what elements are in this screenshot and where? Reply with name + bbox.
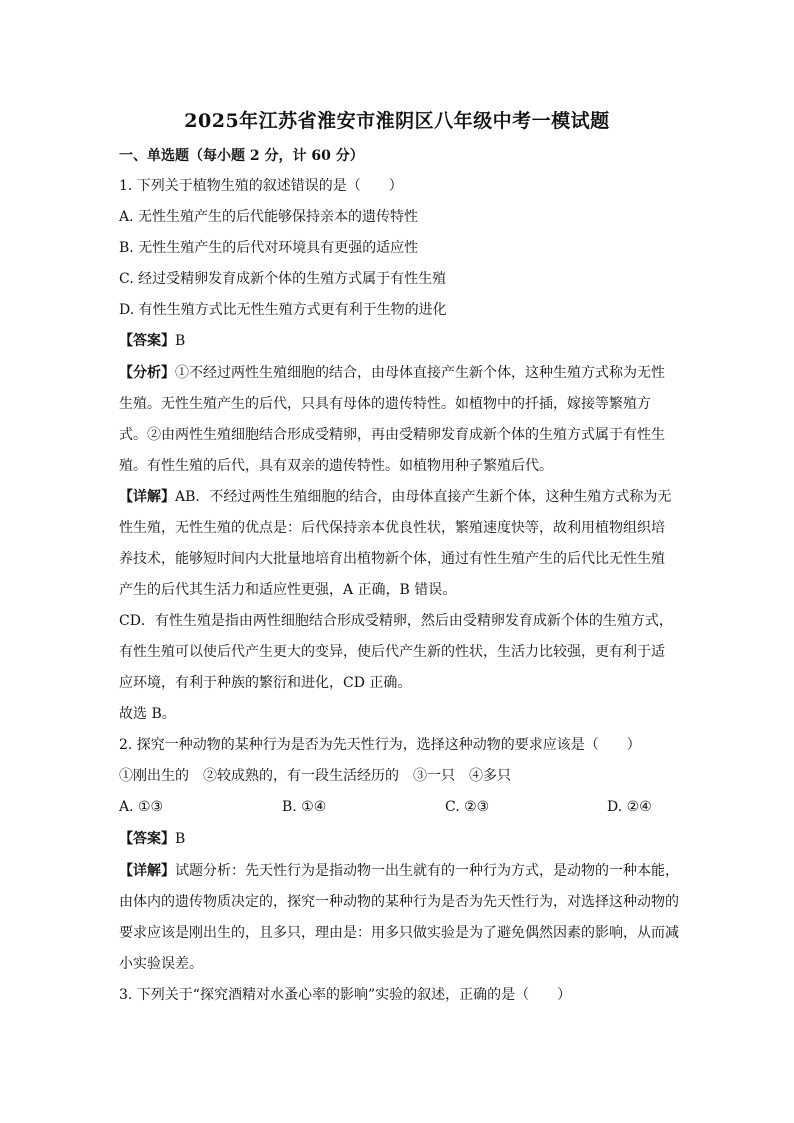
question-2-conditions: ①刚出生的 ②较成熟的，有一段生活经历的 ③一只 ④多只 <box>119 768 511 784</box>
detail-text: AB．不经过两性生殖细胞的结合，由母体直接产生新个体，这种生殖方式称为无 <box>175 489 672 505</box>
answer-value: B <box>175 831 186 847</box>
question-1-detail-line: 养技术，能够短时间内大批量地培育出植物新个体，通过有性生殖产生的后代比无性生殖 <box>119 551 665 567</box>
question-1-detail-line: 有性生殖可以使后代产生更大的变异，使后代产生新的性状，生活力比较强，更有利于适 <box>119 644 665 660</box>
analysis-text: ①不经过两性生殖细胞的结合，由母体直接产生新个体，这种生殖方式称为无性 <box>175 365 665 381</box>
detail-text: 试题分析：先天性行为是指动物一出生就有的一种行为方式，是动物的一种本能， <box>175 863 679 879</box>
question-2-answer <box>119 830 699 848</box>
question-1-analysis-line: 式。②由两性生殖细胞结合形成受精卵，再由受精卵发育成新个体的生殖方式属于有性生 <box>119 427 665 443</box>
answer-value: B <box>175 333 186 349</box>
question-3-stem: 3. 下列关于“探究酒精对水蚤心率的影响”实验的叙述，正确的是（ ） <box>119 987 572 1003</box>
question-1-detail-line: 应环境，有利于种族的繁衍和进化，CD 正确。 <box>119 675 412 691</box>
question-2-detail-line: 要求应该是刚出生的，且多只，理由是：用多只做实验是为了避免偶然因素的影响，从而减 <box>119 925 679 941</box>
question-2-detail-line: 由体内的遗传物质决定的，探究一种动物的某种行为是否为先天性行为，对选择这种动物的 <box>119 894 679 910</box>
question-1-option-d: D. 有性生殖方式比无性生殖方式更有利于生物的进化 <box>119 302 447 318</box>
question-1-stem: 1. 下列关于植物生殖的叙述错误的是（ ） <box>119 178 403 194</box>
question-1-option-b: B. 无性生殖产生的后代对环境具有更强的适应性 <box>119 240 419 256</box>
question-1-option-a: A. 无性生殖产生的后代能够保持亲本的遗传特性 <box>119 209 419 225</box>
question-1-conclusion: 故选 B。 <box>119 706 176 722</box>
analysis-label: 【分析】 <box>119 365 175 381</box>
section-heading: 一、单选题（每小题 2 分，计 60 分） <box>119 148 364 164</box>
detail-label: 【详解】 <box>119 489 175 505</box>
page-title: 2025年江苏省淮安市淮阴区八年级中考一模试题 <box>184 110 610 132</box>
question-1-detail-line: 性生殖，无性生殖的优点是：后代保持亲本优良性状，繁殖速度快等，故利用植物组织培 <box>119 520 665 536</box>
question-1-analysis-line: 殖。有性生殖的后代，具有双亲的遗传特性。如植物用种子繁殖后代。 <box>119 458 553 474</box>
question-1-analysis-line <box>119 364 699 382</box>
answer-label: 【答案】 <box>119 831 175 847</box>
question-2-option-a: A. ①③ <box>119 799 164 815</box>
question-1-detail-line: CD．有性生殖是指由两性细胞结合形成受精卵，然后由受精卵发育成新个体的生殖方式， <box>119 613 673 629</box>
question-1-option-c: C. 经过受精卵发育成新个体的生殖方式属于有性生殖 <box>119 271 447 287</box>
question-1-detail-line: 产生的后代其生活力和适应性更强，A 正确，B 错误。 <box>119 582 457 598</box>
answer-label: 【答案】 <box>119 333 175 349</box>
question-2-detail-line: 小实验误差。 <box>119 956 203 972</box>
question-1-detail-line <box>119 488 699 506</box>
question-2-detail-line <box>119 862 699 880</box>
question-2-stem: 2. 探究一种动物的某种行为是否为先天性行为，选择这种动物的要求应该是（ ） <box>119 737 641 753</box>
question-1-analysis-line: 生殖。无性生殖产生的后代，只具有母体的遗传特性。如植物中的扦插，嫁接等繁殖方 <box>119 396 651 412</box>
detail-label: 【详解】 <box>119 863 175 879</box>
question-2-option-c: C. ②③ <box>445 799 490 815</box>
question-2-option-b: B. ①④ <box>282 799 327 815</box>
question-2-option-d: D. ②④ <box>607 799 652 815</box>
question-1-answer <box>119 332 699 350</box>
